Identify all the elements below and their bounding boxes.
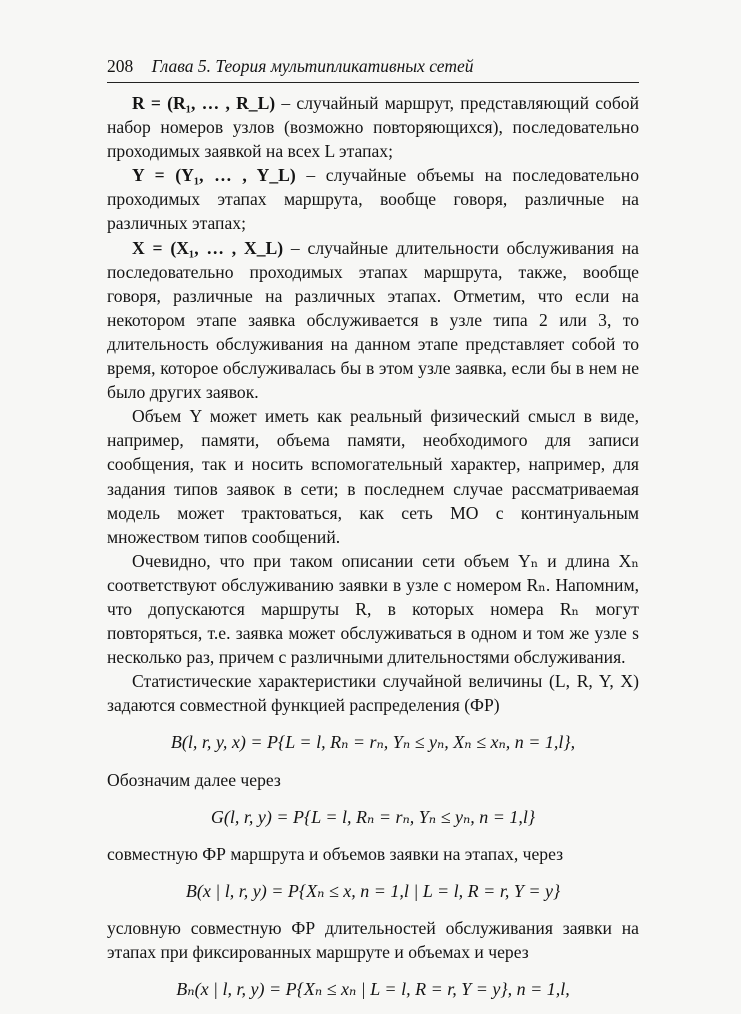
route-definition: – случайный маршрут, представляющий собой набор номеров узлов (возможно повторяющихся), последовательно проходимых заявкой на всех L этапах; [107,93,639,162]
paragraph-conditional-fr: условную совместную ФР длительностей обслуживания заявки на этапах при фиксированных маршруте и объемах и через [107,917,639,962]
paragraph-volumes [107,163,639,235]
formula-conditional [107,879,639,903]
page-body [107,91,639,1014]
paragraph-denote: Обозначим далее через [107,769,281,790]
paragraph-volume-meaning: Объем Y может иметь как реальный физический смысл в виде, например, памяти, объема памяти, необходимого для записи сообщения, так и носить вспомогательный характер, например, для задания типов заявок в сети; в последнем случае рассматриваемая модель может трактоваться, как сеть МО с континуальным множеством типов сообщений. [107,406,639,547]
formula-b-text: B(l, r, y, x) = P{L = l, Rₙ = rₙ, Yₙ ≤ yₙ, Xₙ ≤ xₙ, n = 1,l}, [170,732,576,753]
paragraph-correspondence: Очевидно, что при таком описании сети объем Yₙ и длина Xₙ соответствуют обслуживанию заявки в узле с номером Rₙ. Напомним, что допускаются маршруты R, в которых номера Rₙ могут повторяться, т.е. заявка может обслуживаться в одном и том же узле s несколько раз, причем с различными длительностями обслуживания. [107,550,639,668]
volumes-term: Y = (Y₁, … , Y_L) [132,165,296,186]
header-rule [107,82,639,83]
paragraph-joint-fr: совместную ФР маршрута и объемов заявки на этапах, через [107,843,564,864]
route-term: R = (R₁, … , R_L) [132,93,276,113]
formula-g-text: G(l, r, y) = P{L = l, Rₙ = rₙ, Yₙ ≤ yₙ, n = 1,l} [210,806,536,827]
formula-bcond-text: B(x | l, r, y) = P{Xₙ ≤ x, n = 1,l | L = l, R = r, Y = y} [185,880,561,901]
page-number: 208 [107,56,134,76]
paragraph-route [107,91,639,163]
formula-route-volumes [107,805,639,829]
durations-term: X = (X₁, … , X_L) [132,237,284,258]
volumes-definition: – случайные объемы на последовательно проходимых этапах маршрута, вообще говоря, различные на различных этапах; [107,165,639,234]
formula-bn-text: Bₙ(x | l, r, y) = P{Xₙ ≤ xₙ | L = l, R = r, Y = y}, n = 1,l, [176,979,570,1000]
durations-definition: – случайные длительности обслуживания на последовательно проходимых этапах маршрута, также, вообще говоря, различные на различных этапах. Отметим, что если на некотором этапе заявка обслуживается в узле типа 2 или 3, то длительность обслуживания на данном этапе представляет собой то время, которое обслуживалась бы в этом узле заявка, если бы в нем не было других заявок. [107,237,639,403]
chapter-title: Глава 5. Теория мультипликативных сетей [151,56,474,76]
formula-joint-distribution [107,730,639,754]
paragraph-durations [107,236,639,405]
paragraph-statistics: Статистические характеристики случайной величины (L, R, Y, X) задаются совместной функцией распределения (ФР) [107,671,639,716]
running-head [107,56,639,77]
formula-marginal [107,977,639,1001]
